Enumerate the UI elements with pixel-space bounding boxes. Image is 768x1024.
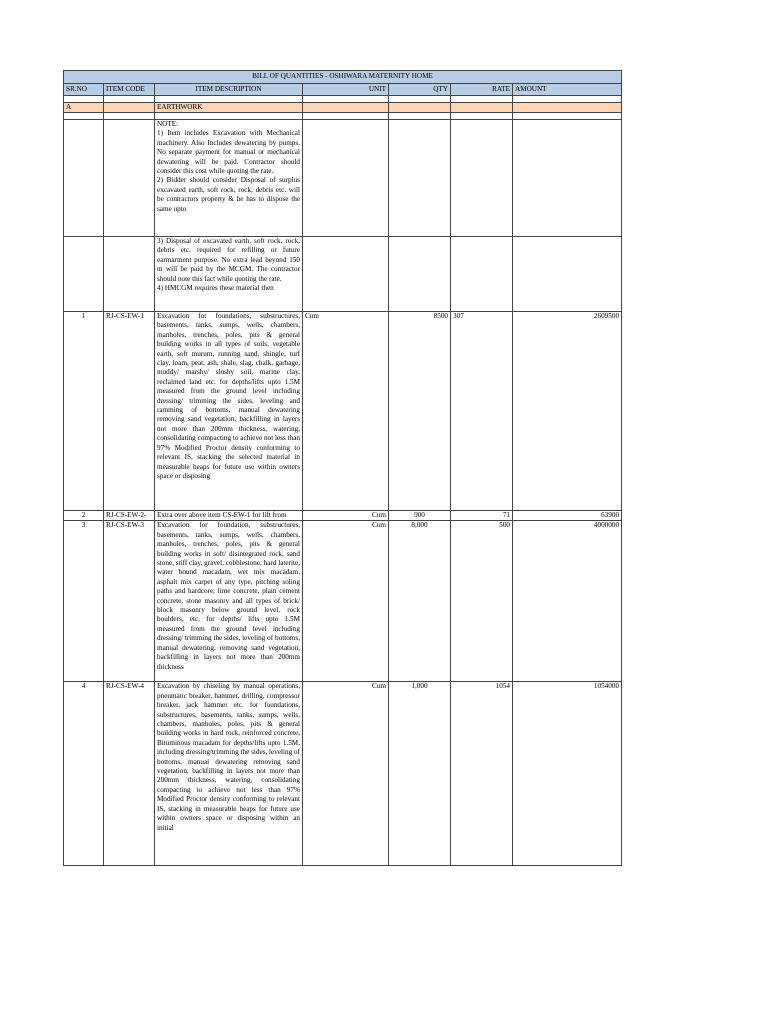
item-sr: 2 bbox=[64, 511, 104, 521]
item-code: RJ-CS-EW-3 bbox=[104, 521, 155, 682]
note-row bbox=[64, 120, 622, 237]
header-row bbox=[64, 84, 622, 96]
item-description: Excavation for foundations, substructures, basements, tanks, sumps, wells, chambers, manholes, trenches, poles, pits & general building works in all types of soils, vegetable earth, soft murum, running sand, shingle, turf clay, loam, peat, ash, shale, slag, chalk, garbage, muddy/ marshy/ slushy soil, marine clay, reclaimed land etc. for depths/lifts upto 1.5M measured from the ground level including dressing/ trimming the sides, leveling and ramming of bottoms, manual dewatering removing sand vegetation, backfilling in layers not more than 200mm thickness, watering, consolidating compacting to achieve not less than 97% Modified Proctor density conforming to relevant IS, stacking the selected material in measurable heaps for future use within owners space or disposing bbox=[157, 312, 300, 480]
note-text-1: NOTE: 1) Item includes Excavation with Mechanical machinery. Also Includes dewatering by pumps. No separate payment for manual or mechanical dewatering will be paid. Contractor should consider this cost while quoting the rate. 2) Bidder should consider Disposal of surplus excavated earth, soft rock, rock, debris etc. will be contractors property & he has to dispose the same upto bbox=[157, 120, 300, 213]
header-amount: AMOUNT bbox=[513, 84, 622, 96]
item-unit: Cum bbox=[303, 312, 389, 511]
table-row bbox=[64, 511, 622, 521]
item-amount: 2609500 bbox=[513, 312, 622, 511]
section-sr: A bbox=[64, 103, 104, 113]
header-qty: QTY bbox=[389, 84, 451, 96]
item-rate: 500 bbox=[451, 521, 513, 682]
item-sr: 4 bbox=[64, 682, 104, 866]
note-row bbox=[64, 237, 622, 312]
item-rate: 307 bbox=[451, 312, 513, 511]
item-amount: 63900 bbox=[513, 511, 622, 521]
item-qty: 8,000 bbox=[389, 521, 451, 682]
header-unit: UNIT bbox=[303, 84, 389, 96]
section-label: EARTHWORK bbox=[155, 103, 303, 113]
item-rate: 1054 bbox=[451, 682, 513, 866]
sheet-title: BILL OF QUANTITIES - OSHIWARA MATERNITY HOME bbox=[64, 71, 622, 84]
header-sr-no: SR.NO bbox=[64, 84, 104, 96]
item-sr: 3 bbox=[64, 521, 104, 682]
item-code: RJ-CS-EW-4 bbox=[104, 682, 155, 866]
table-row bbox=[64, 521, 622, 682]
item-code: RJ-CS-EW-2- bbox=[104, 511, 155, 521]
header-item-description: ITEM DESCRIPTION bbox=[155, 84, 303, 96]
item-unit: Cum bbox=[303, 511, 389, 521]
item-amount: 1054000 bbox=[513, 682, 622, 866]
note-text-2: 3) Disposal of excavated earth, soft rock, rock, debris etc. required for refilling or future earmarment purpose. No extra lead beyond 150 m will be paid by the MCGM. The contractor should note this fact while quoting the rate. 4) HMCGM requires these material then bbox=[157, 237, 300, 293]
item-unit: Cum bbox=[303, 521, 389, 682]
table-row bbox=[64, 682, 622, 866]
item-amount: 4000000 bbox=[513, 521, 622, 682]
bill-of-quantities-table bbox=[63, 70, 622, 866]
header-rate: RATE bbox=[451, 84, 513, 96]
item-description: Excavation by chiseling by manual operations, pneumatic breaker, hammer, drilling, compressor breaker, jack hammer etc. for foundations, substructures, basements, tanks, sumps, wells, chambers, manholes, poles, pits & general building works in hard rock, reinforced concrete, Bituminous macadam for depths/lifts upto 1.5M, including dressing/trimming the sides, leveling of bottoms, manual dewatering removing sand vegetation, backfilling in layers not more than 200mm thickness, watering, consolidating compacting to achieve not less than 97% Modified Proctor density conforming to relevant IS, stacking in measurable heaps for future use within owners space or disposing within an initial bbox=[157, 682, 300, 832]
item-description: Extra over above item CS-EW-1 for lift from bbox=[157, 511, 287, 519]
item-qty: 900 bbox=[389, 511, 451, 521]
item-sr: 1 bbox=[64, 312, 104, 511]
item-qty: 8500 bbox=[389, 312, 451, 511]
item-unit: Cum bbox=[303, 682, 389, 866]
item-description: Excavation for foundation, substructures, basements, tanks, sumps, wells, chambers, manholes, trenches, poles, pits & general building works in soft/ disintegrated rock, sand stone, stiff clay, gravel, cobblestone, hard laterite, water bound macadam, wet mix macadam, asphalt mix carpet of any type, pitching soling paths and hardcore, lime concrete, plain cement concrete, stone masonry and all types of brick/ block masonry below ground level, rock boulders, etc. for depths/ lifts upto 1.5M measured from the ground level including dressing/ trimming the sides, leveling of bottoms, manual dewatering, removing sand vegetation, backfilling in layers not more than 200mm thickness bbox=[157, 521, 300, 671]
item-rate: 71 bbox=[451, 511, 513, 521]
item-qty: 1,000 bbox=[389, 682, 451, 866]
section-row bbox=[64, 103, 622, 113]
table-row bbox=[64, 312, 622, 511]
item-code: RJ-CS-EW-1 bbox=[104, 312, 155, 511]
header-item-code: ITEM CODE bbox=[104, 84, 155, 96]
